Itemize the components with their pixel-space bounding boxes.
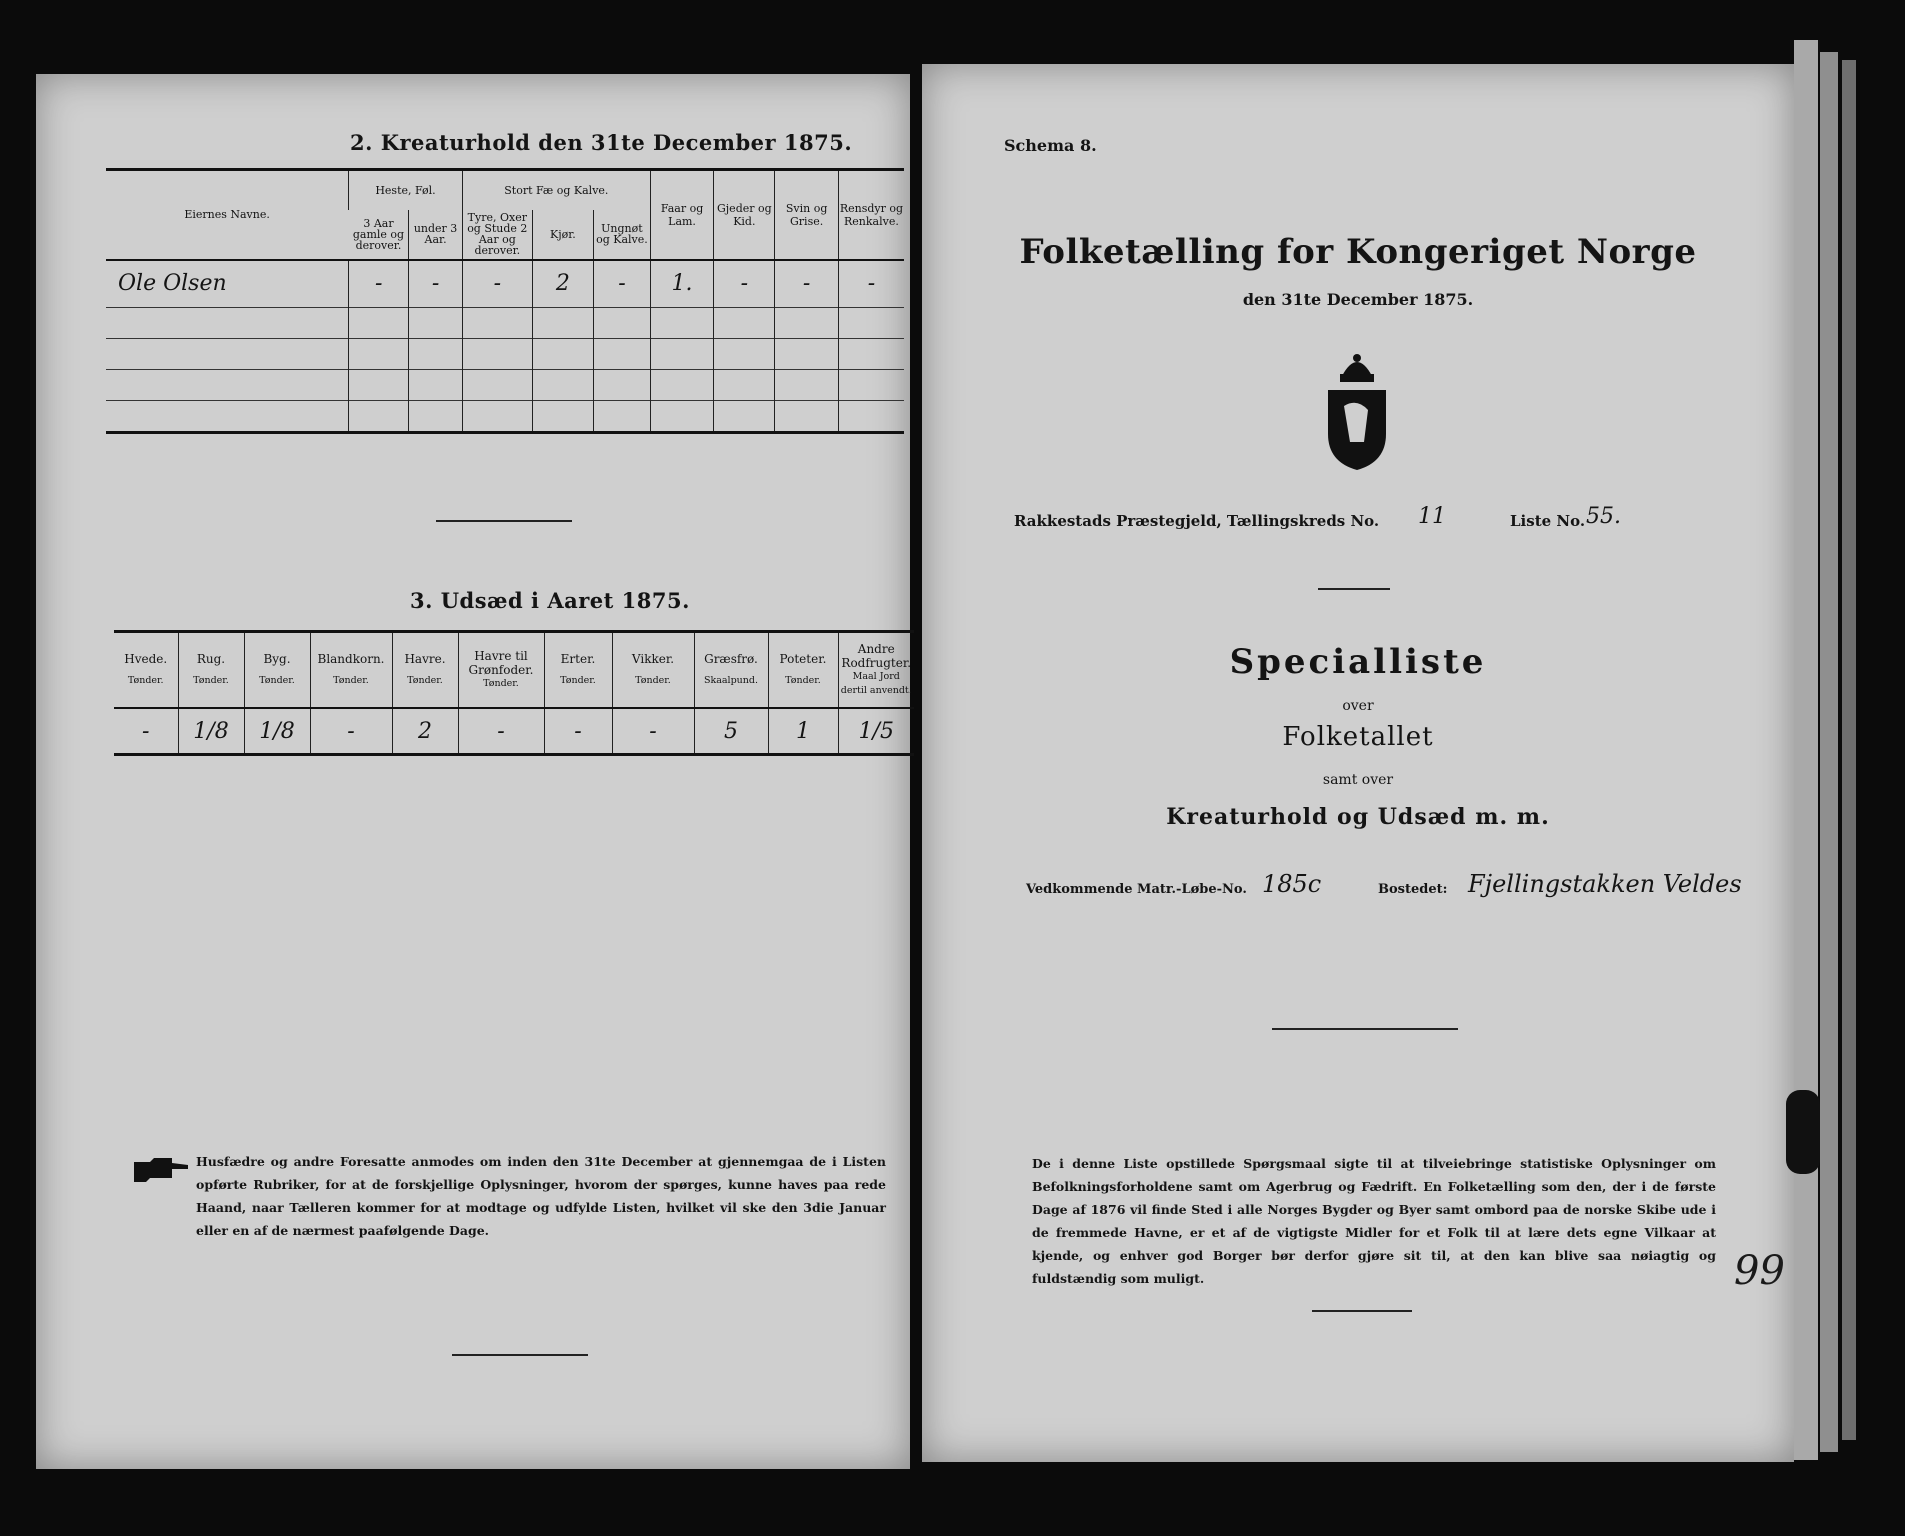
col-bulls: Tyre, Oxer og Stude 2 Aar og derover. (462, 210, 532, 260)
owner-name: Ole Olsen (106, 260, 349, 308)
table-cell: 1. (650, 260, 713, 308)
margin-number: 99 (1734, 1248, 1785, 1294)
page-date: den 31te December 1875. (1242, 290, 1474, 309)
col-horses: Heste, Føl. (349, 170, 463, 210)
list-label: Liste No. (1510, 512, 1586, 530)
table-row (106, 260, 904, 308)
col-owner: Eiernes Navne. (106, 170, 349, 260)
col-cows: Kjør. (532, 210, 593, 260)
divider (1318, 588, 1390, 590)
table-cell: 2 (392, 708, 458, 755)
folketallet-label: Folketallet (1282, 722, 1434, 752)
col-horses-old: 3 Aar gamle og derover. (352, 216, 405, 252)
matr-label: Vedkommende Matr.-Løbe-No. (1026, 882, 1247, 897)
page-edge (1820, 52, 1838, 1452)
col-seed: Erter. Tønder. (544, 632, 612, 709)
table-row (114, 708, 914, 755)
page-edge (1842, 60, 1856, 1440)
page-edge (1794, 40, 1818, 1460)
bostedet-label: Bostedet: (1378, 882, 1448, 897)
table-cell: - (114, 708, 178, 755)
divider (1312, 1310, 1412, 1312)
col-seed: Andre Rodfrugter. Maal Jord dertil anvendt. (838, 632, 914, 709)
col-goats: Gjeder og Kid. (714, 170, 775, 260)
col-seed: Poteter. Tønder. (768, 632, 838, 709)
table-cell: 1/8 (178, 708, 244, 755)
table-cell: - (612, 708, 694, 755)
notice-text: Husfædre og andre Foresatte anmodes om inden den 31te December at gjennemgaa de i Listen opførte Rubriker, for at de forskjellige Oplysninger, hvorom der spørges, kunne haves paa rede Haand, naar Tælleren kommer for at modtage og udfylde Listen, hvilket vil ske den 3die Januar eller en af de nærmest paafølgende Dage. (196, 1154, 886, 1238)
table-row (106, 338, 904, 369)
table-cell: - (775, 260, 838, 308)
table-cell: - (462, 260, 532, 308)
table-cell: - (409, 260, 463, 308)
description-text: De i denne Liste opstillede Spørgsmaal sigte til at tilveiebringe statistiske Oplysninger om Befolkningsforholdene samt om Agerbrug og Fædrift. En Folketælling som den, der i de første Dage af 1876 vil finde Sted i alle Norges Bygder og Byer samt ombord paa de norske Skibe ude i de fremmede Havne, er et af de vigtigste Midler for et Folk til at lære dets egne Vilkaar at kjende, og enhver god Borger bør derfor gjøre sit til, at den kan blive saa nøiagtig og fuldstændig som muligt. (1032, 1156, 1716, 1286)
col-calves: Ungnøt og Kalve. (594, 210, 651, 260)
table-cell: - (458, 708, 544, 755)
table-cell: - (838, 260, 904, 308)
col-seed: Hvede. Tønder. (114, 632, 178, 709)
specialliste-heading: Specialliste (1229, 642, 1487, 682)
col-seed: Vikker. Tønder. (612, 632, 694, 709)
col-seed: Græsfrø. Skaalpund. (694, 632, 768, 709)
right-page (922, 64, 1794, 1462)
table-cell: - (349, 260, 409, 308)
over-label: over (1342, 698, 1374, 714)
section3-title: 3. Udsæd i Aaret 1875. (410, 588, 690, 613)
parish-label: Rakkestads Præstegjeld, Tællingskreds No. (1014, 512, 1380, 530)
col-horses-young: under 3 Aar. (409, 210, 463, 260)
table-row (106, 369, 904, 400)
col-sheep: Faar og Lam. (650, 170, 713, 260)
table-cell: - (544, 708, 612, 755)
col-seed: Blandkorn. Tønder. (310, 632, 392, 709)
district-number: 11 (1418, 504, 1446, 529)
col-seed: Havre til Grønfoder. Tønder. (458, 632, 544, 709)
coat-of-arms-icon (1322, 346, 1392, 472)
table-cell: - (594, 260, 651, 308)
table-cell: 5 (694, 708, 768, 755)
col-seed: Havre. Tønder. (392, 632, 458, 709)
col-reindeer: Rensdyr og Renkalve. (838, 170, 904, 260)
col-seed: Byg. Tønder. (244, 632, 310, 709)
pointing-hand-icon (132, 1156, 190, 1184)
table-row (106, 400, 904, 432)
binding-tab (1786, 1090, 1820, 1174)
table-cell: 1/8 (244, 708, 310, 755)
col-seed: Rug. Tønder. (178, 632, 244, 709)
schema-label: Schema 8. (1004, 136, 1097, 155)
table-cell: 1 (768, 708, 838, 755)
matr-number: 185c (1262, 870, 1322, 898)
table-row (106, 307, 904, 338)
left-page (36, 74, 910, 1469)
seed-table (114, 630, 914, 756)
table-cell: 2 (532, 260, 593, 308)
table-cell: - (714, 260, 775, 308)
col-cattle: Stort Fæ og Kalve. (462, 170, 650, 210)
table-cell: 1/5 (838, 708, 914, 755)
samt-over-label: samt over (1322, 772, 1394, 788)
divider (452, 1354, 588, 1356)
subheading: Kreaturhold og Udsæd m. m. (1166, 804, 1550, 830)
divider (1272, 1028, 1458, 1030)
col-pigs: Svin og Grise. (775, 170, 838, 260)
section2-title: 2. Kreaturhold den 31te December 1875. (350, 130, 853, 155)
list-number: 55. (1586, 504, 1621, 529)
bostedet-value: Fjellingstakken Veldes (1468, 870, 1742, 898)
page-title: Folketælling for Kongeriget Norge (1019, 232, 1697, 272)
table-cell: - (310, 708, 392, 755)
livestock-table (106, 168, 904, 434)
divider (436, 520, 572, 522)
